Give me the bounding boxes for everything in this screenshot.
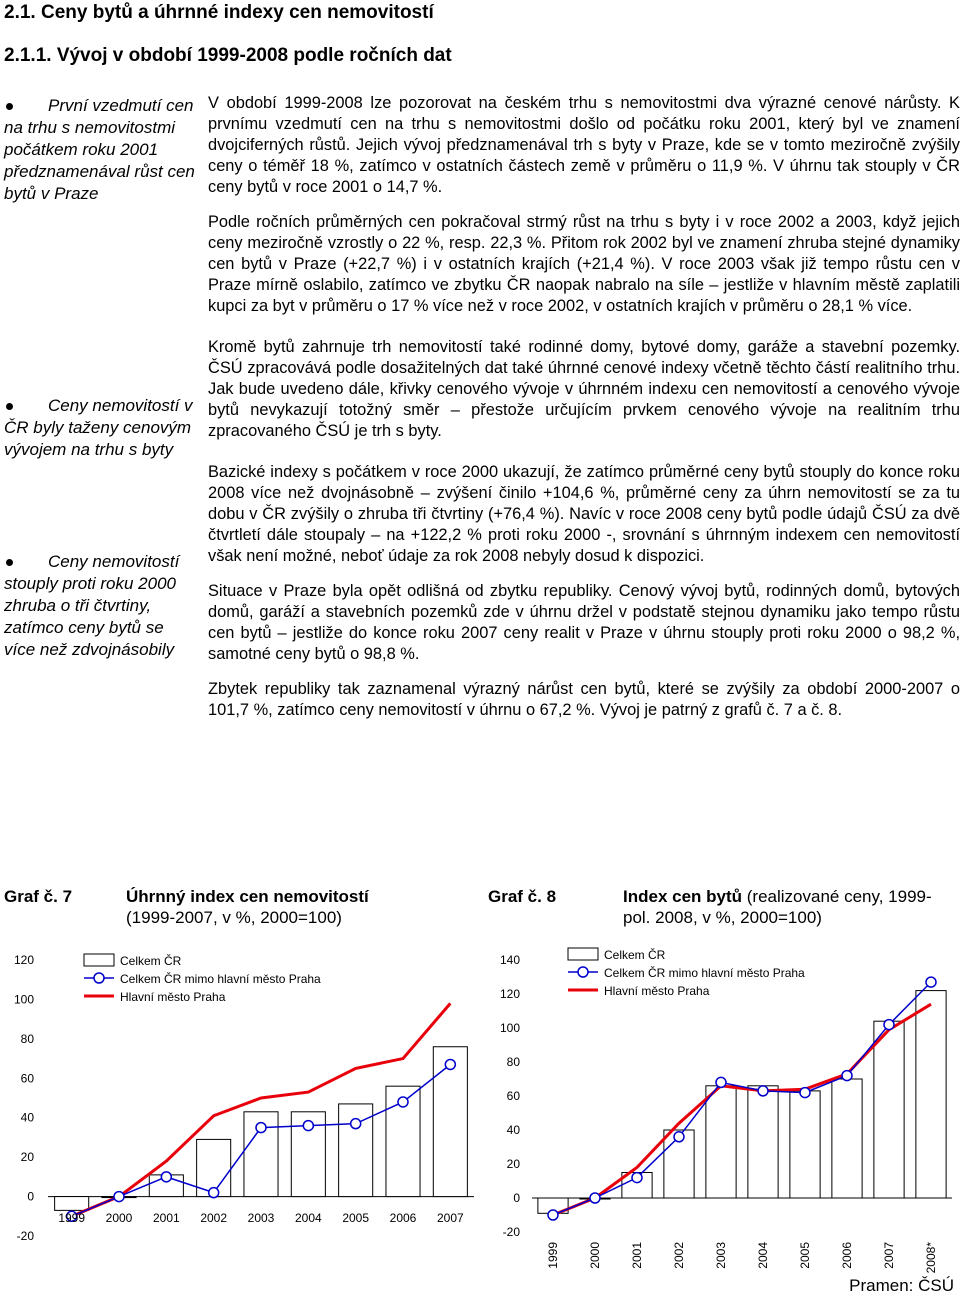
sidebar-note — [0, 395, 198, 461]
bar-celkem-cr — [748, 1086, 778, 1198]
marker-celkem-cr-mimo-prahu — [800, 1088, 810, 1098]
x-tick-label: 1999 — [58, 1211, 86, 1225]
y-tick-label: 80 — [506, 1055, 520, 1069]
chart-graf-7 — [0, 940, 480, 1250]
legend-swatch-bar — [84, 954, 114, 966]
paragraph: Kromě bytů zahrnuje trh nemovitostí také rodinné domy, bytové domy, garáže a stavební pozemky. ČSÚ zpracovává podle dosažitelných dat také úhrnné cenové indexy včetně těchto částí realitního trhu. Jak bude uvedeno dále, křivky cenového vývoje v úhrnném indexu cen nemovitostí a cenového vývoje bytů nevykazují totožný směr – přestože určujícím prvkem cenového vývoje na realitním trhu zpracovaného ČSÚ je trh s byty. — [208, 338, 960, 440]
x-tick-label: 2004 — [756, 1242, 770, 1269]
x-tick-label: 2005 — [798, 1242, 812, 1269]
x-tick-label: 2005 — [342, 1211, 370, 1225]
marker-celkem-cr-mimo-prahu — [548, 1210, 558, 1220]
legend-label: Celkem ČR mimo hlavní město Praha — [120, 972, 321, 986]
marker-celkem-cr-mimo-prahu — [114, 1192, 124, 1202]
bar-celkem-cr — [874, 1021, 904, 1198]
y-tick-label: 40 — [20, 1110, 34, 1125]
bar-celkem-cr — [55, 1197, 89, 1211]
chart-label: Graf č. 8 — [488, 887, 557, 906]
y-tick-label: 0 — [27, 1189, 34, 1204]
paragraph: Situace v Praze byla opět odlišná od zbytku republiky. Cenový vývoj bytů, rodinných domů, bytových domů, garáží a stavebních pozemků zde v úhrnu držel v podstatě stejnou dynamiku jako tempo růstu cen bytů – jestliže do konce roku 2007 ceny realit v Praze v úhrnu stouply proti roku 2000 o 98,2 %, samotné ceny bytů o 98,8 %. — [208, 582, 960, 663]
y-tick-label: 120 — [13, 953, 34, 967]
x-tick-label: 2002 — [200, 1211, 228, 1225]
bar-celkem-cr — [832, 1079, 862, 1198]
marker-celkem-cr-mimo-prahu — [926, 977, 936, 987]
y-tick-label: 40 — [506, 1123, 520, 1137]
sidebar-note — [0, 95, 198, 205]
marker-celkem-cr-mimo-prahu — [716, 1077, 726, 1087]
marker-celkem-cr-mimo-prahu — [351, 1119, 361, 1129]
body-text — [208, 93, 960, 735]
legend-label: Hlavní město Praha — [120, 990, 226, 1004]
y-tick-label: 120 — [499, 987, 520, 1001]
y-tick-label: -20 — [16, 1229, 34, 1243]
x-tick-label: 2001 — [630, 1242, 644, 1269]
legend-label: Celkem ČR — [120, 954, 182, 968]
x-tick-label: 2006 — [389, 1211, 417, 1225]
y-tick-label: 60 — [20, 1071, 34, 1086]
legend-swatch-bar — [568, 948, 598, 960]
y-tick-label: 80 — [20, 1031, 34, 1046]
x-tick-label: 2003 — [247, 1211, 275, 1225]
sidebar-note-text: První vzedmutí cen na trhu s nemovitostmi počátkem roku 2001 předznamenával růst cen bytů v Praze — [4, 96, 195, 203]
marker-celkem-cr-mimo-prahu — [884, 1020, 894, 1030]
x-tick-label: 2003 — [714, 1242, 728, 1269]
y-tick-label: 20 — [506, 1157, 520, 1171]
marker-celkem-cr-mimo-prahu — [842, 1071, 852, 1081]
legend-label: Hlavní město Praha — [604, 984, 710, 998]
x-tick-label: 2004 — [294, 1211, 322, 1225]
chart-subtitle: (1999-2007, v %, 2000=100) — [126, 908, 342, 927]
marker-celkem-cr-mimo-prahu — [256, 1123, 266, 1133]
chart-subtitle: (realizované ceny, 1999-pol. 2008, v %, 2000=100) — [623, 887, 932, 927]
chart-label: Graf č. 7 — [4, 887, 73, 906]
sidebar-note-text: Ceny nemovitostí stouply proti roku 2000 zhruba o tři čtvrtiny, zatímco ceny bytů se více než zdvojnásobily — [4, 552, 180, 659]
y-tick-label: -20 — [502, 1225, 520, 1239]
bar-celkem-cr — [916, 991, 946, 1198]
y-tick-label: 60 — [506, 1089, 520, 1103]
bullet-icon — [6, 403, 13, 410]
y-tick-label: 100 — [499, 1021, 520, 1035]
y-tick-label: 140 — [499, 953, 520, 967]
subsection-heading: 2.1.1. Vývoj v období 1999-2008 podle ročních dat — [4, 45, 452, 66]
x-tick-label: 1999 — [546, 1242, 560, 1269]
source-note: Pramen: ČSÚ — [849, 1276, 954, 1295]
legend-label: Celkem ČR mimo hlavní město Praha — [604, 966, 805, 980]
x-tick-label: 2000 — [105, 1211, 133, 1225]
x-tick-label: 2007 — [436, 1211, 464, 1225]
chart-graf-8 — [484, 940, 960, 1274]
marker-celkem-cr-mimo-prahu — [398, 1097, 408, 1107]
bar-celkem-cr — [790, 1091, 820, 1198]
legend-label: Celkem ČR — [604, 948, 666, 962]
sidebar-note-text: Ceny nemovitostí v ČR byly taženy cenovým vývojem na trhu s byty — [4, 396, 193, 459]
x-tick-label: 2000 — [588, 1242, 602, 1269]
marker-celkem-cr-mimo-prahu — [161, 1172, 171, 1182]
paragraph: Zbytek republiky tak zaznamenal výrazný nárůst cen bytů, které se zvýšily za období 2000-2007 o 101,7 %, zatímco ceny nemovitostí v úhrnu o 67,2 %. Vývoj je patrný z grafů č. 7 a č. 8. — [208, 680, 960, 719]
paragraph: V období 1999-2008 lze pozorovat na českém trhu s nemovitostmi dva výrazné cenové nárůsty. K prvnímu vzedmutí cen na trhu s nemovitostmi došlo od počátku roku 2001, který byl ve znamení dvojciferných růstů. Jejich vývoj předznamenával trh s byty v Praze, kde se v tomto meziročně zvýšily ceny o téměř 18 %, zatímco v ostatních částech země v průměru o 11,9 %. V úhrnu tak stouply v ČR ceny bytů v roce 2001 o 14,7 %. — [208, 94, 960, 196]
marker-celkem-cr-mimo-prahu — [674, 1132, 684, 1142]
sidebar-note — [0, 551, 198, 661]
chart-title: Index cen bytů — [623, 887, 743, 906]
marker-celkem-cr-mimo-prahu — [303, 1121, 313, 1131]
chart-title: Úhrnný index cen nemovitostí — [126, 887, 369, 906]
legend-swatch-marker — [94, 973, 104, 983]
marker-celkem-cr-mimo-prahu — [758, 1086, 768, 1096]
marker-celkem-cr-mimo-prahu — [632, 1173, 642, 1183]
y-tick-label: 100 — [13, 992, 34, 1007]
x-tick-label: 2008* — [924, 1242, 938, 1274]
x-tick-label: 2002 — [672, 1242, 686, 1269]
bullet-icon — [6, 103, 13, 110]
bar-celkem-cr — [706, 1086, 736, 1198]
marker-celkem-cr-mimo-prahu — [590, 1193, 600, 1203]
x-tick-label: 2006 — [840, 1242, 854, 1269]
y-tick-label: 20 — [20, 1150, 34, 1165]
section-heading: 2.1. Ceny bytů a úhrnné indexy cen nemovitostí — [4, 2, 434, 23]
y-tick-label: 0 — [513, 1191, 520, 1205]
bullet-icon — [6, 559, 13, 566]
paragraph: Bazické indexy s počátkem v roce 2000 ukazují, že zatímco průměrné ceny bytů stouply do konce roku 2008 více než dvojnásobně – zvýšení činilo +104,6 %, průměrné ceny za úhrn nemovitostí se za tu dobu v ČR zvýšily o zhruba tři čtvrtiny (+76,4 %). Navíc v roce 2008 ceny bytů podle údajů ČSÚ za dvě čtvrtletí dále stoupaly – na +122,2 % proti roku 2000 -, srovnání s úhrnným indexem cen nemovitostí však není možné, neboť údaje za rok 2008 nebyly dosud k dispozici. — [208, 463, 960, 565]
marker-celkem-cr-mimo-prahu — [209, 1188, 219, 1198]
x-tick-label: 2001 — [152, 1211, 180, 1225]
x-tick-label: 2007 — [882, 1242, 896, 1269]
marker-celkem-cr-mimo-prahu — [445, 1059, 455, 1069]
paragraph: Podle ročních průměrných cen pokračoval strmý růst na trhu s byty i v roce 2002 a 2003, když jejich ceny meziročně vzrostly o 22 %, resp. 22,3 %. Přitom rok 2002 byl ve znamení zhruba stejné dynamiky cen bytů v Praze (+22,7 %) i v ostatních krajích (+21,4 %). V roce 2003 však již tempo růstu cen v Praze mírně oslabilo, zatímco ve zbytku ČR naopak nabralo na síle – jestliže v hlavním městě zaplatili kupci za byt v průměru o 17 % více než v roce 2002, v ostatních krajích v průměru o 28,1 % více. — [208, 213, 960, 315]
legend-swatch-marker — [578, 967, 588, 977]
